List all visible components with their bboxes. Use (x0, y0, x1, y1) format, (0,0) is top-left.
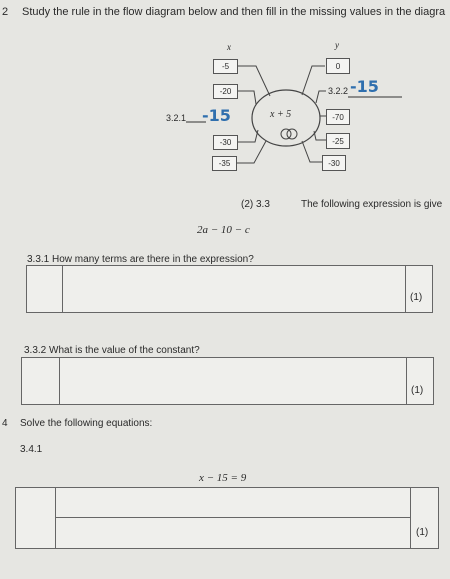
question-3-4-1: 3.4.1 (20, 444, 43, 455)
question-instruction: Study the rule in the flow diagram below and then fill in the missing values in the diagra (22, 6, 446, 18)
answer-3-2-1: -15 (202, 106, 231, 125)
equation: x − 15 = 9 (199, 472, 247, 484)
y-column-header: y (335, 40, 339, 50)
output-box-4: -30 (322, 155, 346, 171)
label-3-2-1: 3.2.1 (166, 113, 187, 123)
question-number: 2 (2, 6, 9, 18)
question-3-4-intro: Solve the following equations: (20, 418, 153, 429)
input-box-1: -5 (213, 59, 238, 74)
answer-table-3-3-1 (26, 265, 433, 313)
answer-table-3-3-2 (21, 357, 434, 405)
label-3-2-2: 3.2.2 (328, 86, 349, 96)
marks-3-3-2: (1) (411, 385, 424, 396)
answer-table-3-4-1 (15, 487, 439, 549)
question-3-3-1: 3.3.1 How many terms are there in the expression? (27, 254, 254, 265)
table-divider (62, 265, 63, 312)
marks-3-4-1: (1) (416, 527, 429, 538)
table-divider (406, 357, 407, 404)
output-box-3: -25 (326, 133, 350, 149)
input-box-2: -20 (213, 84, 238, 99)
x-column-header: x (227, 42, 231, 52)
question-3-3-intro: The following expression is give (301, 199, 443, 210)
marks-3-3-1: (1) (410, 292, 423, 303)
input-box-3: -30 (213, 135, 238, 150)
output-box-1: 0 (326, 58, 350, 74)
rule-label: x + 5 (270, 109, 292, 120)
table-divider (405, 265, 406, 312)
marks-and-question-3-3: (2) 3.3 (241, 199, 270, 210)
question-number-4: 4 (2, 418, 8, 429)
input-box-4: -35 (212, 156, 237, 171)
question-3-3-2: 3.3.2 What is the value of the constant? (24, 345, 200, 356)
output-box-2: -70 (326, 109, 350, 125)
table-divider (59, 357, 60, 404)
answer-3-2-2: -15 (350, 77, 379, 96)
expression: 2a − 10 − c (197, 224, 250, 236)
table-divider (55, 517, 411, 518)
